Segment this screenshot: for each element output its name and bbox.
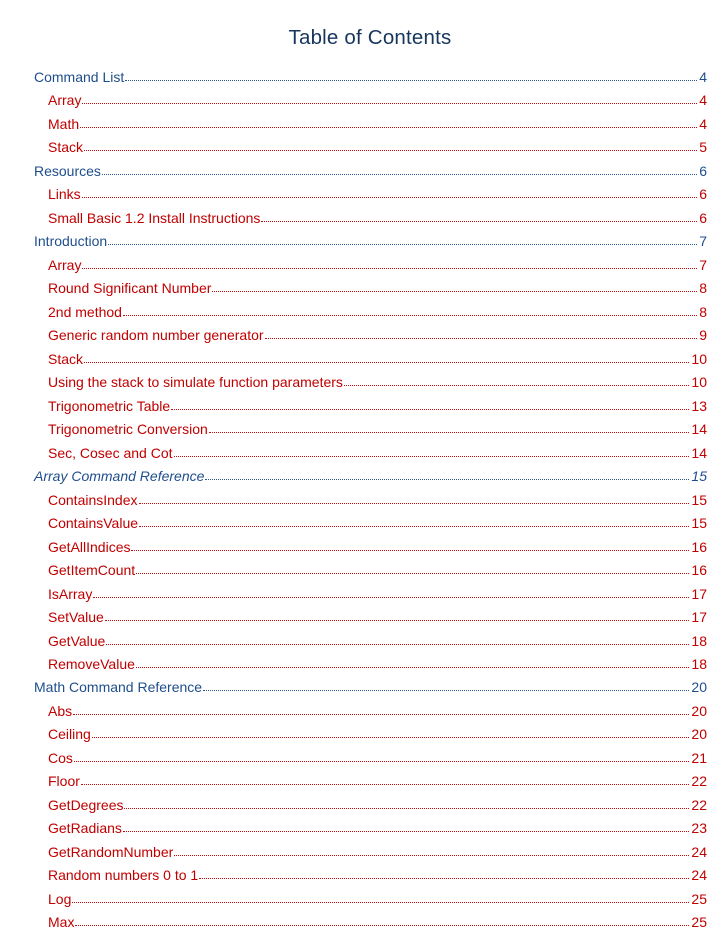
dot-leader — [136, 573, 689, 574]
toc-entry-label: GetValue — [48, 632, 106, 649]
toc-entry-label: 2nd method — [48, 303, 122, 320]
toc-page-number: 22 — [691, 796, 707, 813]
toc-subentry[interactable] — [48, 582, 707, 602]
dot-leader — [174, 456, 690, 457]
toc-heading-entry[interactable] — [34, 675, 707, 695]
toc-entry-label: Generic random number generator — [48, 327, 264, 344]
toc-page-number: 7 — [699, 256, 707, 273]
toc-entry-label: GetDegrees — [48, 796, 124, 813]
toc-page-number: 20 — [691, 702, 707, 719]
toc-page-number: 15 — [691, 468, 707, 485]
toc-subentry[interactable] — [48, 347, 707, 367]
toc-subentry[interactable] — [48, 652, 707, 672]
toc-entry-label: GetItemCount — [48, 562, 136, 579]
dot-leader — [124, 808, 689, 809]
dot-leader — [73, 714, 689, 715]
toc-subentry[interactable] — [48, 88, 707, 108]
toc-page-number: 16 — [691, 538, 707, 555]
toc-subentry[interactable] — [48, 370, 707, 390]
toc-page-number: 4 — [699, 115, 707, 132]
toc-subentry[interactable] — [48, 441, 707, 461]
dot-leader — [171, 409, 689, 410]
dot-leader — [106, 644, 689, 645]
toc-entry-label: Round Significant Number — [48, 280, 212, 297]
dot-leader — [139, 526, 689, 527]
dot-leader — [265, 338, 698, 339]
toc-page-number: 10 — [691, 374, 707, 391]
toc-entry-label: Abs — [48, 702, 73, 719]
toc-title: Table of Contents — [288, 26, 452, 49]
toc-page-number: 9 — [699, 327, 707, 344]
toc-entry-label: Resources — [34, 162, 101, 179]
toc-page-number: 25 — [691, 914, 707, 931]
toc-entry-label: Trigonometric Conversion — [48, 421, 208, 438]
toc-subentry[interactable] — [48, 629, 707, 649]
dot-leader — [261, 221, 697, 222]
toc-page-number: 17 — [691, 609, 707, 626]
toc-entry-label: SetValue — [48, 609, 104, 626]
dot-leader — [212, 291, 697, 292]
toc-entry-label: RemoveValue — [48, 656, 135, 672]
toc-page-number: 4 — [699, 69, 707, 85]
toc-page-number: 18 — [691, 656, 707, 672]
toc-subentry[interactable] — [48, 863, 707, 883]
dot-leader — [344, 385, 690, 386]
toc-entry-label: Stack — [48, 139, 84, 156]
dot-leader — [74, 761, 690, 762]
toc-heading-entry[interactable] — [34, 65, 707, 85]
toc-entry-label: Floor — [48, 773, 80, 790]
dot-leader — [84, 150, 697, 151]
dot-leader — [72, 902, 689, 903]
toc-heading-entry[interactable] — [34, 464, 707, 484]
toc-page-number: 22 — [691, 773, 707, 790]
toc-entry-label: Array — [48, 256, 82, 273]
toc-page-number: 23 — [691, 820, 707, 837]
dot-leader — [136, 667, 690, 668]
toc-page-number: 25 — [691, 890, 707, 907]
toc-heading-entry[interactable] — [34, 229, 707, 249]
dot-leader — [80, 127, 697, 128]
toc-entry-label: ContainsValue — [48, 515, 139, 532]
dot-leader — [199, 878, 689, 879]
toc-heading-entry[interactable] — [34, 159, 707, 179]
toc-subentry[interactable] — [48, 793, 707, 813]
toc-entry-label: Max — [48, 914, 75, 931]
dot-leader — [203, 690, 689, 691]
toc-page-number: 15 — [691, 491, 707, 508]
toc-page-number: 14 — [691, 444, 707, 461]
dot-leader — [108, 244, 697, 245]
toc-entry-label: GetRadians — [48, 820, 122, 837]
toc-page-number: 13 — [691, 397, 707, 414]
toc-subentry[interactable] — [48, 910, 707, 930]
toc-subentry[interactable] — [48, 816, 707, 836]
toc-subentry[interactable] — [48, 535, 707, 555]
toc-entry-label: Cos — [48, 749, 73, 766]
dot-leader — [82, 197, 698, 198]
toc-subentry[interactable] — [48, 769, 707, 789]
dot-leader — [123, 831, 689, 832]
dot-leader — [84, 362, 689, 363]
toc-entry-label: Math — [48, 115, 80, 132]
toc-page-number: 8 — [699, 303, 707, 320]
dot-leader — [93, 597, 689, 598]
dot-leader — [82, 103, 697, 104]
toc-page-number: 16 — [691, 562, 707, 579]
toc-entry-label: Random numbers 0 to 1 — [48, 867, 199, 884]
toc-page-number: 18 — [691, 632, 707, 649]
toc-entry-label: IsArray — [48, 585, 93, 602]
toc-page-number: 6 — [699, 186, 707, 203]
toc-entry-label: Command List — [34, 69, 125, 85]
toc-entry-label: Trigonometric Table — [48, 397, 171, 414]
dot-leader — [82, 268, 697, 269]
toc-page-number: 4 — [699, 92, 707, 109]
toc-page-number: 6 — [699, 162, 707, 179]
toc-page-number: 20 — [691, 726, 707, 743]
toc-subentry[interactable] — [48, 746, 707, 766]
toc-subentry[interactable] — [48, 699, 707, 719]
dot-leader — [205, 479, 689, 480]
toc-page-number: 6 — [699, 209, 707, 226]
toc-subentry[interactable] — [48, 840, 707, 860]
toc-page-number: 20 — [691, 679, 707, 696]
toc-subentry[interactable] — [48, 276, 707, 296]
dot-leader — [125, 80, 697, 81]
toc-page-number: 15 — [691, 515, 707, 532]
toc-subentry[interactable] — [48, 488, 707, 508]
toc-entry-label: Small Basic 1.2 Install Instructions — [48, 209, 261, 226]
toc-page-number: 8 — [699, 280, 707, 297]
toc-page-number: 17 — [691, 585, 707, 602]
dot-leader — [81, 784, 690, 785]
toc-page-number: 14 — [691, 421, 707, 438]
dot-leader — [75, 925, 689, 926]
toc-entry-label: Array — [48, 92, 82, 109]
dot-leader — [92, 737, 690, 738]
toc-page-number: 7 — [699, 233, 707, 250]
toc-page-number: 10 — [691, 350, 707, 367]
dot-leader — [209, 432, 690, 433]
toc-entry-label: Introduction — [34, 233, 108, 250]
dot-leader — [131, 550, 689, 551]
toc-entry-label: Using the stack to simulate function parameters — [48, 374, 343, 391]
toc-entry-label: Ceiling — [48, 726, 91, 743]
toc-subentry[interactable] — [48, 394, 707, 414]
toc-page-number: 5 — [699, 139, 707, 156]
toc-entry-label: Links — [48, 186, 81, 203]
toc-entry-label: Math Command Reference — [34, 679, 203, 696]
toc-entry-label: Log — [48, 890, 72, 907]
toc-entry-label: Array Command Reference — [34, 468, 205, 485]
dot-leader — [139, 503, 690, 504]
toc-subentry[interactable] — [48, 722, 707, 742]
dot-leader — [174, 855, 689, 856]
toc-entry-label: Stack — [48, 350, 84, 367]
toc-page-number: 24 — [691, 867, 707, 884]
toc-subentry[interactable] — [48, 112, 707, 132]
toc-subentry[interactable] — [48, 300, 707, 320]
dot-leader — [102, 174, 697, 175]
dot-leader — [105, 620, 690, 621]
toc-subentry[interactable] — [48, 605, 707, 625]
toc-entry-label: GetAllIndices — [48, 538, 131, 555]
toc-page-number: 24 — [691, 843, 707, 860]
toc-entry-label: ContainsIndex — [48, 491, 138, 508]
toc-page-number: 21 — [691, 749, 707, 766]
toc-subentry[interactable] — [48, 511, 707, 531]
toc-entry-label: Sec, Cosec and Cot — [48, 444, 173, 461]
toc-entry-label: GetRandomNumber — [48, 843, 174, 860]
toc-subentry[interactable] — [48, 558, 707, 578]
toc-subentry[interactable] — [48, 206, 707, 226]
toc-subentry[interactable] — [48, 323, 707, 343]
toc-subentry[interactable] — [48, 253, 707, 273]
dot-leader — [123, 315, 697, 316]
toc-subentry[interactable] — [48, 417, 707, 437]
toc-subentry[interactable] — [48, 182, 707, 202]
toc-subentry[interactable] — [48, 887, 707, 907]
toc-subentry[interactable] — [48, 135, 707, 155]
